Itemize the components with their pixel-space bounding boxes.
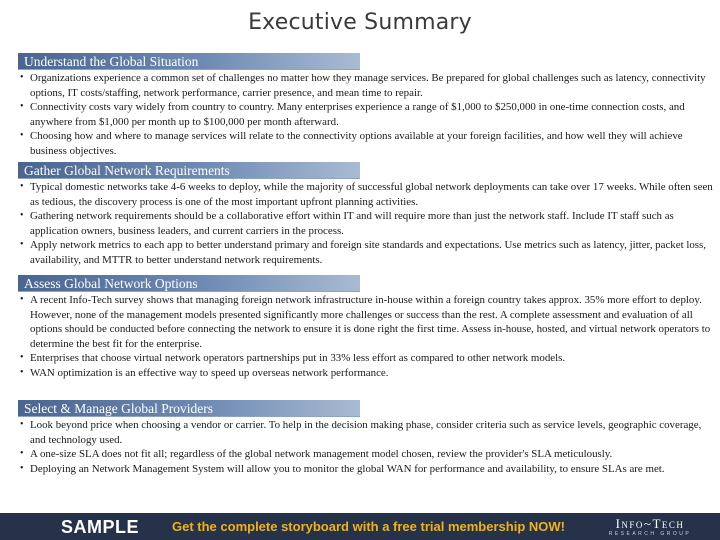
bullet-icon: • xyxy=(20,210,24,222)
bullet-list xyxy=(18,71,714,159)
list-item: • A recent Info-Tech survey shows that managing foreign network infrastructure in-house within a foreign country takes approx. 35% more effort to deploy. However, none of the management models presented significantly more challenges or success than the rest. A complete assessment and evaluation of all options should be conducted before connecting the network to ensure it is done right the first time. Assess in-house, hosted, and virtual network operators to determine the best fit for the enterprise. xyxy=(20,294,711,350)
bullet-list xyxy=(18,180,714,268)
section-network-options xyxy=(18,275,714,381)
bullet-icon: • xyxy=(20,294,24,305)
section-heading: Understand the Global Situation xyxy=(24,54,199,69)
section-heading: Gather Global Network Requirements xyxy=(24,163,230,178)
bullet-icon: • xyxy=(20,101,24,113)
bullet-icon: • xyxy=(20,419,24,430)
section-network-requirements xyxy=(18,162,714,268)
list-item: • Apply network metrics to each app to better understand primary and foreign site standards and expectations. Use metrics such as latency, jitter, packet loss, availability, and MTTR to better understand network requirements. xyxy=(20,239,706,266)
section-heading-bar xyxy=(18,275,360,292)
section-heading-bar xyxy=(18,53,360,70)
list-item: • WAN optimization is an effective way to speed up overseas network performance. xyxy=(20,366,389,379)
section-heading-bar xyxy=(18,400,360,417)
bullet-icon: • xyxy=(20,366,24,378)
list-item: • Typical domestic networks take 4-6 weeks to deploy, while the majority of successful global network deployments can take over 17 weeks. While often seen as tedious, the discovery process is one of the most important upfront planning activities. xyxy=(20,181,713,208)
bullet-icon: • xyxy=(20,352,24,364)
bullet-list xyxy=(18,293,714,381)
section-heading: Assess Global Network Options xyxy=(24,276,198,291)
page-title: Executive Summary xyxy=(248,10,472,35)
footer-banner xyxy=(0,513,720,540)
bullet-icon: • xyxy=(20,181,24,192)
trial-membership-link[interactable]: Get the complete storyboard with a free trial membership NOW! xyxy=(172,519,565,534)
list-item: • Choosing how and where to manage services will relate to the connectivity options available at your foreign facilities, and how well they will achieve business objectives. xyxy=(20,130,683,157)
bullet-icon: • xyxy=(20,239,24,251)
section-heading-bar xyxy=(18,162,360,179)
section-heading: Select & Manage Global Providers xyxy=(24,401,213,416)
list-item: • Connectivity costs vary widely from country to country. Many enterprises experience a range of $1,000 to $250,000 in one-time connection costs, and anywhere from $1,000 per month up to $100,000 per month afterward. xyxy=(20,101,685,128)
list-item: • Organizations experience a common set of challenges no matter how they manage services. Be prepared for global challenges such as latency, connectivity options, IT costs/staffing, network performance, carrier presence, and mean time to repair. xyxy=(20,72,706,99)
bullet-icon: • xyxy=(20,72,24,83)
sample-label: SAMPLE xyxy=(45,516,155,538)
bullet-icon: • xyxy=(20,462,24,474)
logo-text: Info~Tech xyxy=(615,516,685,531)
section-global-providers xyxy=(18,400,714,476)
list-item: • Gathering network requirements should be a collaborative effort within IT and will require more than just the network staff. Include IT staff such as application owners, business leaders, and current carriers in the process. xyxy=(20,210,674,237)
list-item: • Deploying an Network Management System will allow you to monitor the global WAN for performance and availability, to ensure SLAs are met. xyxy=(20,462,665,475)
bullet-icon: • xyxy=(20,130,24,142)
logo-subtext: RESEARCH GROUP xyxy=(608,531,692,537)
bullet-icon: • xyxy=(20,448,24,460)
list-item: • Enterprises that choose virtual network operators partnerships put in 33% less effort as compared to other network models. xyxy=(20,352,566,365)
list-item: • Look beyond price when choosing a vendor or carrier. To help in the decision making phase, consider criteria such as service levels, geographic coverage, and technology used. xyxy=(20,419,702,446)
list-item: • A one-size SLA does not fit all; regardless of the global network management model chosen, review the provider's SLA meticulously. xyxy=(20,448,613,461)
bullet-list xyxy=(18,418,714,476)
section-global-situation xyxy=(18,53,714,159)
info-tech-logo xyxy=(588,516,712,538)
